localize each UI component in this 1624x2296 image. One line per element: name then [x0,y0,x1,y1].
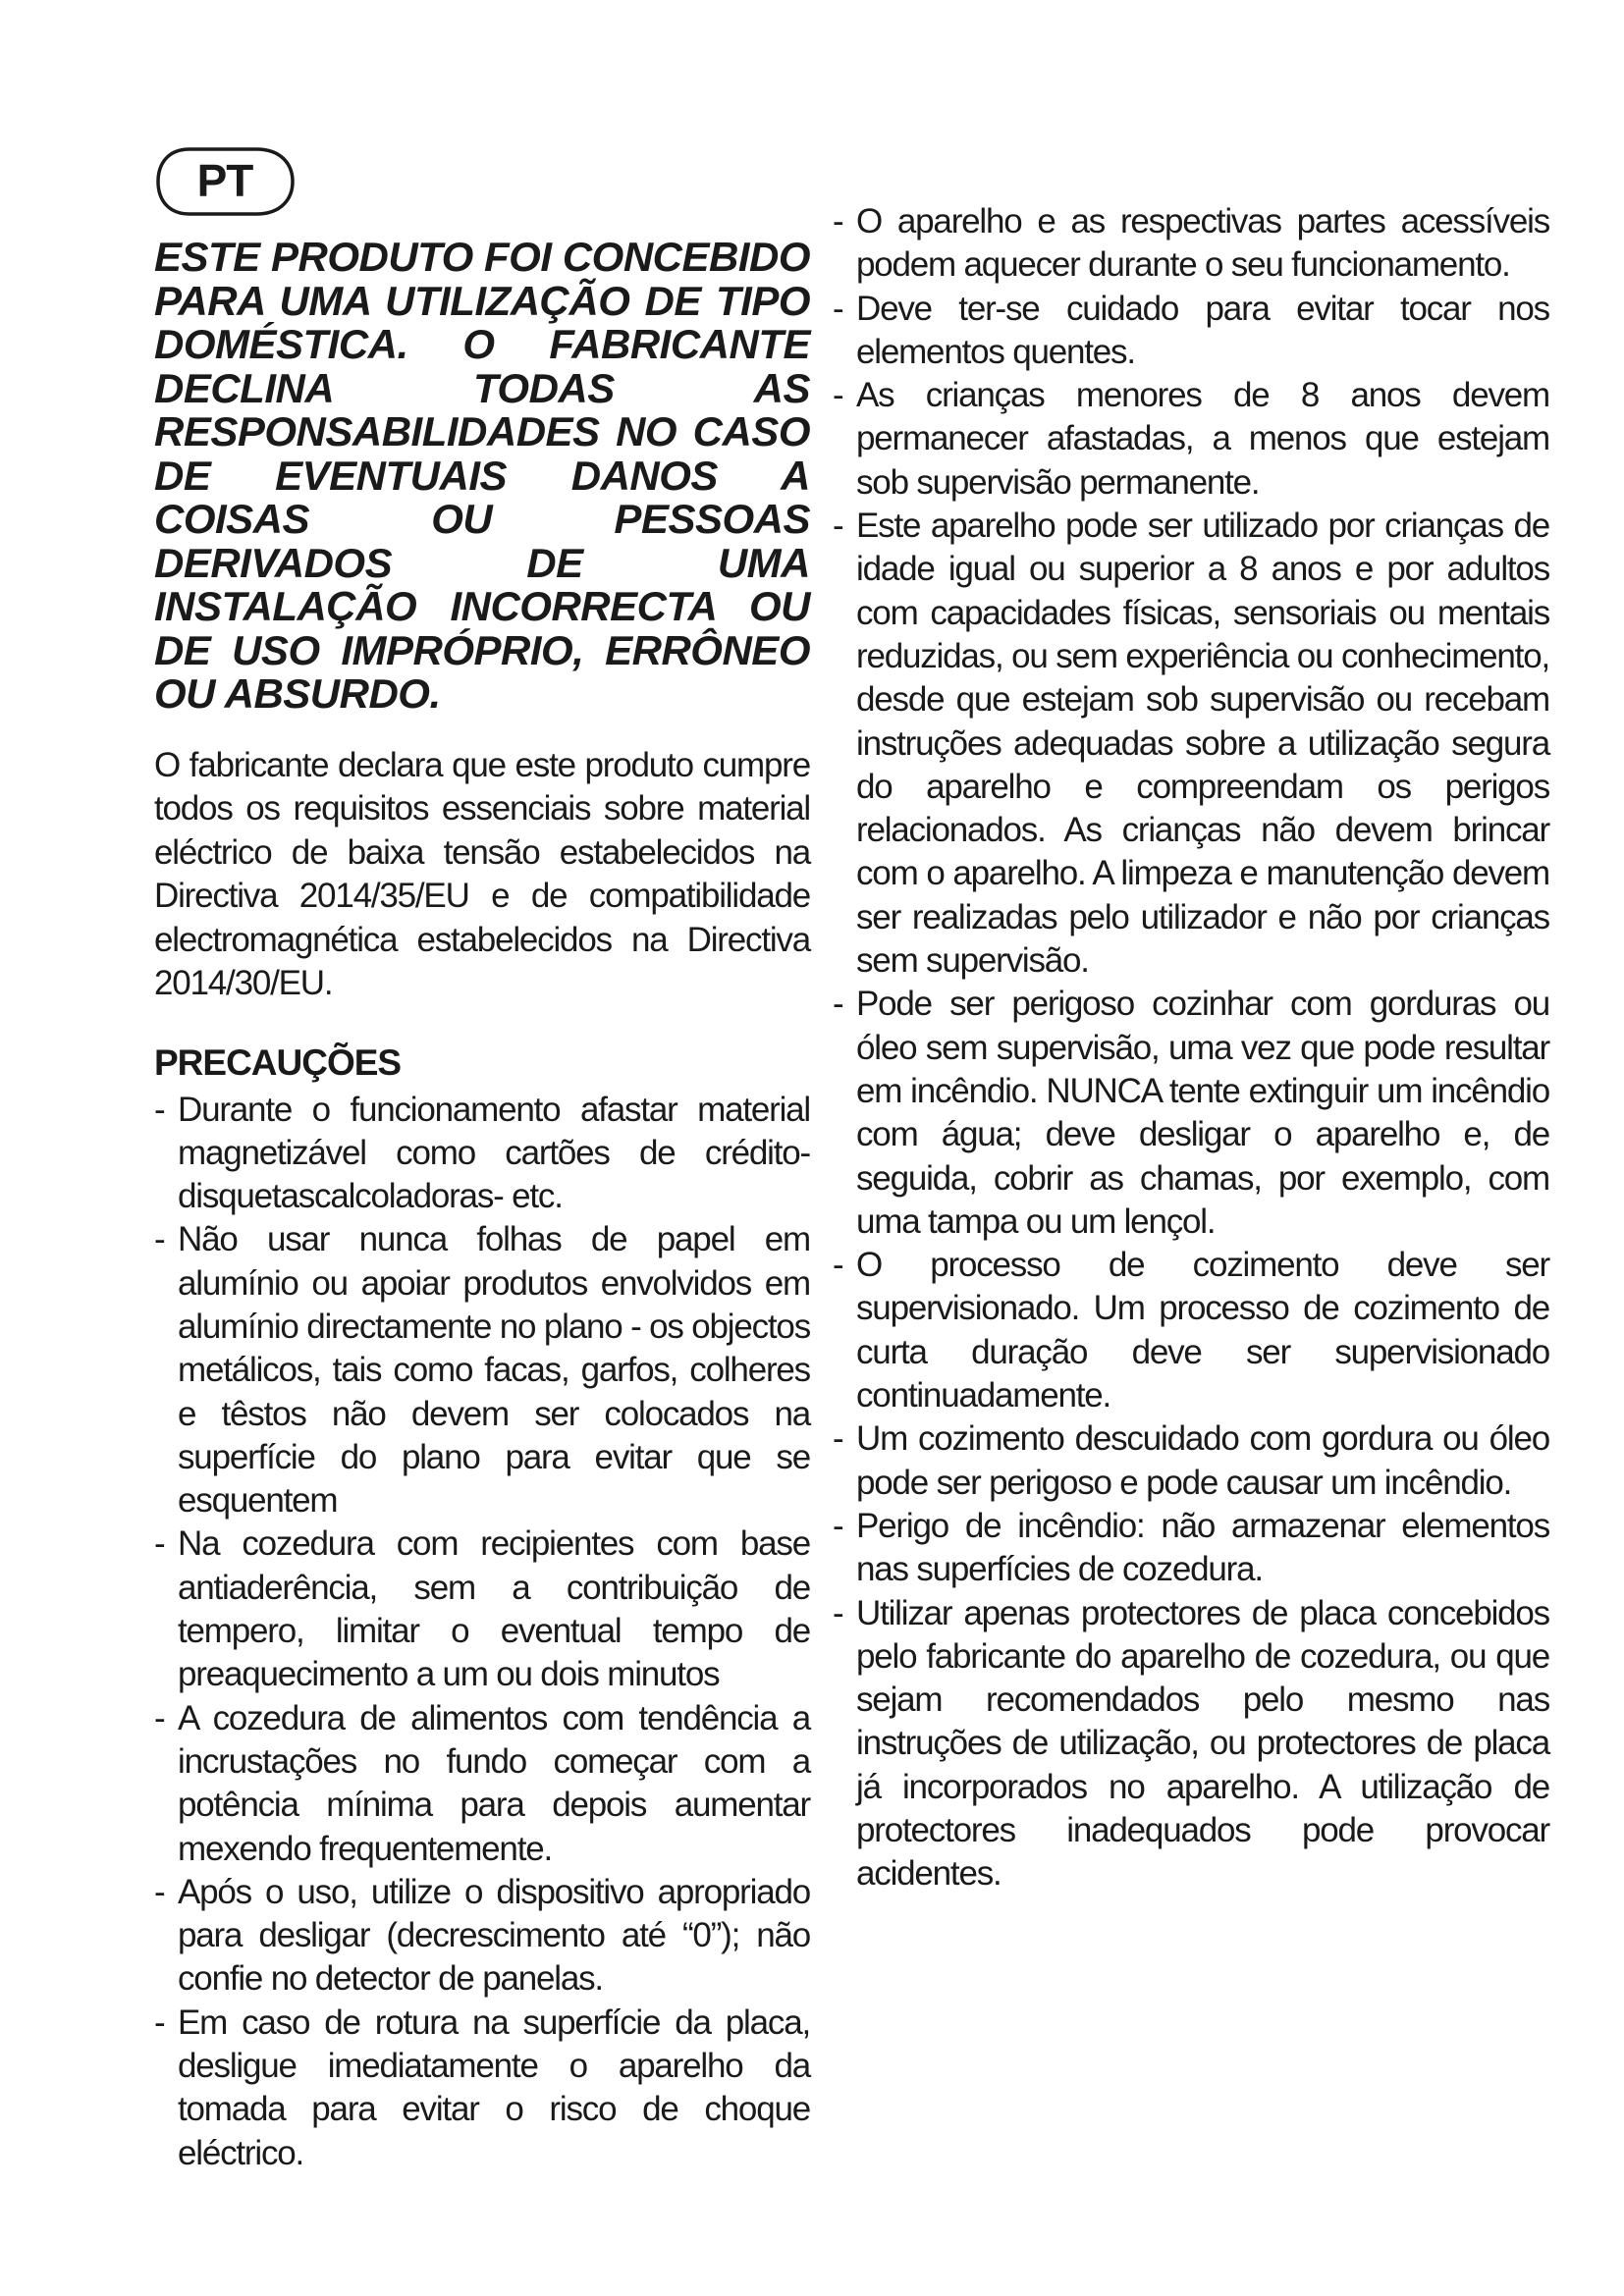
language-code: PT [196,155,253,206]
precautions-heading: PRECAUÇÕES [154,1041,402,1083]
right-column [833,200,1549,1896]
list-item: - Um cozimento descuidado com gordura ou óleo pode ser perigoso e pode causar um incêndio. [833,1419,1549,1502]
precautions-list-right [833,200,1549,1896]
list-item: - Este aparelho pode ser utilizado por crianças de idade igual ou superior a 8 anos e por adultos com capacidades físicas, sensoriais ou mentais reduzidas, ou sem experiência ou conhecimento, desde que estejam sob supervisão ou recebam instruções adequadas sobre a utilização segura do aparelho e compreendam os perigos relacionados. As crianças não devem brincar com o aparelho. A limpeza e manutenção devem ser realizadas pelo utilizador e não por crianças sem supervisão. [833,507,1549,981]
list-item: - Na cozedura com recipientes com base antiaderência, sem a contribuição de tempero, limitar o eventual tempo de preaquecimento a um ou dois minutos [154,1524,810,1694]
list-item: - A cozedura de alimentos com tendência a incrustações no fundo começar com a potência mínima para depois aumentar mexendo frequentemente. [154,1698,810,1868]
list-item: - Deve ter-se cuidado para evitar tocar nos elementos quentes. [833,289,1549,371]
list-item: - Perigo de incêndio: não armazenar elementos nas superfícies de cozedura. [833,1506,1549,1589]
list-item: - O aparelho e as respectivas partes acessíveis podem aquecer durante o seu funcionamento. [833,202,1549,285]
list-item: - Em caso de rotura na superfície da placa, desligue imediatamente o aparelho da tomada para evitar o risco de choque eléctrico. [154,2002,810,2172]
list-item: - Não usar nunca folhas de papel em alumínio ou apoiar produtos envolvidos em alumínio directamente no plano - os objectos metálicos, tais como facas, garfos, colheres e têstos não devem ser colocados na superfície do plano para evitar que se esquentem [154,1220,810,1521]
language-badge [154,145,297,218]
list-item: - Utilizar apenas protectores de placa concebidos pelo fabricante do aparelho de cozedura, ou que sejam recomendados pelo mesmo nas instruções de utilização, ou protectores de placa já incorporados no aparelho. A utilização de protectores inadequados pode provocar acidentes. [833,1593,1549,1894]
precautions-list-left [154,1089,810,2175]
left-column [154,236,810,2175]
list-item: - As crianças menores de 8 anos devem permanecer afastadas, a menos que estejam sob supervisão permanente. [833,376,1549,502]
domestic-use-warning: ESTE PRODUTO FOI CONCEBIDO PARA UMA UTILIZAÇÃO DE TIPO DOMÉSTICA. O FABRICANTE DECLINA TODAS AS RESPONSABILIDADES NO CASO DE EVENTUAIS DANOS A COISAS OU PESSOAS DERIVADOS DE UMA INSTALAÇÃO INCORRECTA OU DE USO IMPRÓPRIO, ERRÔNEO OU ABSURDO. [154,234,810,717]
list-item: - Durante o funcionamento afastar material magnetizável como cartões de crédito- disquetascalcoladoras- etc. [154,1090,810,1216]
list-item: - O processo de cozimento deve ser supervisionado. Um processo de cozimento de curta duração deve ser supervisionado continuadamente. [833,1246,1549,1415]
conformity-declaration: O fabricante declara que este produto cumpre todos os requisitos essenciais sobre material eléctrico de baixa tensão estabelecidos na Directiva 2014/35/EU e de compatibilidade electromagnética estabelecidos na Directiva 2014/30/EU. [154,745,810,1002]
list-item: - Após o uso, utilize o dispositivo apropriado para desligar (decrescimento até “0”); não confie no detector de panelas. [154,1872,810,1999]
list-item: - Pode ser perigoso cozinhar com gorduras ou óleo sem supervisão, uma vez que pode resultar em incêndio. NUNCA tente extinguir um incêndio com água; deve desligar o aparelho e, de seguida, cobrir as chamas, por exemplo, com uma tampa ou um lençol. [833,985,1549,1241]
language-badge-outline [154,145,297,218]
